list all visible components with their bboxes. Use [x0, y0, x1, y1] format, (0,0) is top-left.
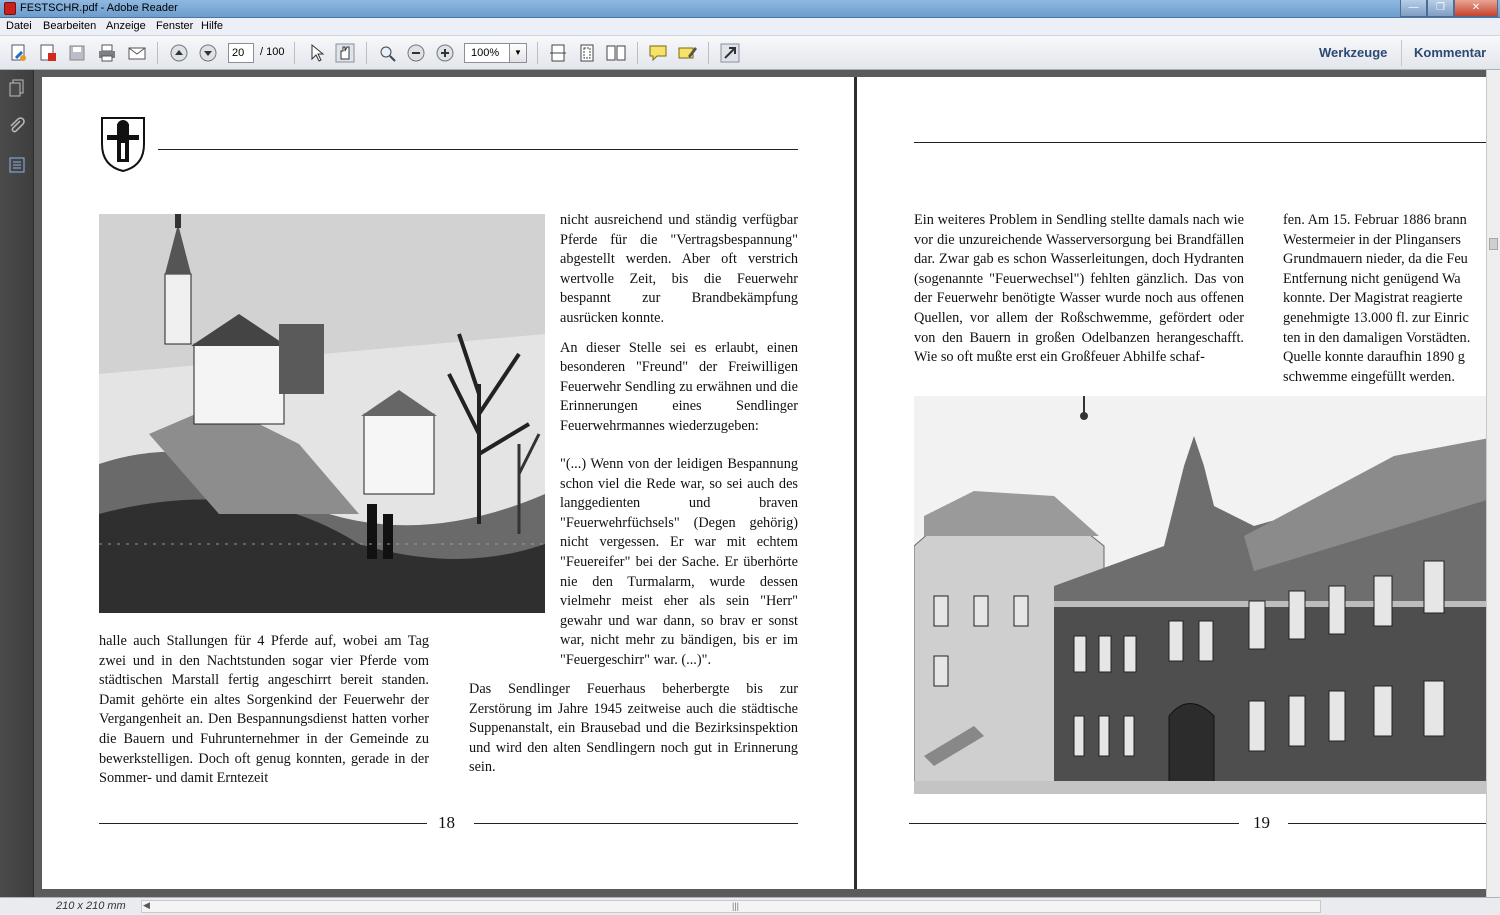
- toolbar-separator: [537, 42, 538, 64]
- sendling-church-etching-image: [99, 214, 545, 613]
- menu-hilfe[interactable]: Hilfe: [201, 20, 224, 32]
- horizontal-scrollbar[interactable]: [141, 900, 1321, 913]
- navigation-pane: [0, 70, 34, 897]
- full-screen-icon[interactable]: [719, 42, 741, 64]
- footer-rule-left: [909, 823, 1239, 824]
- sticky-note-icon[interactable]: [647, 42, 669, 64]
- create-pdf-icon[interactable]: [8, 42, 30, 64]
- menu-anzeige[interactable]: Anzeige: [106, 20, 146, 32]
- toolbar-separator: [366, 42, 367, 64]
- left-page-left-column: [99, 632, 429, 789]
- email-icon[interactable]: [126, 42, 148, 64]
- paragraph: Das Sendlinger Feuerhaus beherbergte bis zur Zerstörung im Jahre 1945 zeitweise auch die städtische Suppenanstalt, ein Brausebad und die Bezirksinspektion und wird den alten Sendlingern noch gut in Erinnerung sein.: [469, 681, 798, 776]
- left-page-closing: [469, 680, 798, 778]
- right-page-right-column: [1283, 211, 1500, 387]
- page-thumbnails-icon[interactable]: [7, 78, 27, 98]
- toolbar-separator: [1401, 40, 1402, 66]
- fire-station-building-photo: [914, 396, 1500, 794]
- menu-fenster[interactable]: Fenster: [156, 20, 194, 32]
- header-rule: [158, 149, 798, 150]
- zoom-in-icon[interactable]: [434, 42, 456, 64]
- print-icon[interactable]: [96, 42, 118, 64]
- footer-rule-right: [474, 823, 798, 824]
- paragraph: An dieser Stelle sei es erlaubt, einen besonderen "Freund" der Freiwilligen Feuerwehr Sendling zu erwähnen und die Erinnerungen eines Sendlinger Feuerwehrmannes wiederzugeben:: [560, 339, 798, 434]
- title-bar: [0, 0, 1500, 18]
- text-line: fen. Am 15. Februar 1886 brann: [1283, 212, 1467, 228]
- text-line: Quelle konnte daraufhin 1890 g: [1283, 349, 1465, 366]
- menu-bearbeiten[interactable]: Bearbeiten: [43, 20, 97, 32]
- menu-datei[interactable]: Datei: [6, 20, 32, 32]
- text-line: genehmigte 13.000 fl. zur Einric: [1283, 309, 1469, 326]
- highlight-text-icon[interactable]: [676, 42, 698, 64]
- pdf-page-19: [857, 77, 1500, 889]
- select-cursor-icon[interactable]: [305, 42, 327, 64]
- page-total-label: / 100: [260, 46, 285, 58]
- save-icon[interactable]: [66, 42, 88, 64]
- paragraph: Ein weiteres Problem in Sendling stellte damals nach wie vor die unzureichende Wasserversorgung bei Brandfällen dar. Zwar gab es schon Wasserleitungen, doch Hydranten (sogenannte "Feuerwechsel") fehlten gänzlich. Das von der Feuerwehr benötigte Wasser wurde noch aus offenen Quellen, vor allem der Roßschwemme, gefördert oder von den Bauern in großen Odelbanzen herangeschafft. Wie so oft mußte erst ein Großfeuer Abhilfe schaf-: [914, 212, 1244, 366]
- zoom-level-input[interactable]: 100%: [464, 43, 510, 63]
- zoom-out-icon[interactable]: [405, 42, 427, 64]
- scrollbar-grip-icon[interactable]: |||: [732, 901, 740, 911]
- page-number-19: 19: [1253, 813, 1270, 832]
- two-page-view-icon[interactable]: [605, 42, 627, 64]
- header-rule: [914, 142, 1500, 143]
- menu-bar: [0, 18, 1500, 36]
- text-line: ten in den damaligen Vorstädten.: [1283, 329, 1471, 346]
- toolbar-separator: [637, 42, 638, 64]
- toolbar-separator: [708, 42, 709, 64]
- footer-rule-right: [1288, 823, 1500, 824]
- text-line: konnte. Der Magistrat reagierte: [1283, 290, 1463, 307]
- text-line: Grundmauern nieder, da die Feu: [1283, 251, 1468, 268]
- zoom-dropdown-icon[interactable]: ▼: [509, 43, 527, 63]
- next-page-icon[interactable]: [197, 42, 219, 64]
- vertical-scrollbar[interactable]: [1486, 70, 1500, 897]
- window-controls: [1400, 0, 1498, 17]
- close-icon[interactable]: ✕: [1454, 0, 1498, 17]
- pdf-app-icon: [4, 2, 16, 15]
- text-line: Westermeier in der Plingansers: [1283, 231, 1461, 248]
- layers-icon[interactable]: [7, 155, 27, 175]
- text-line: schwemme eingefüllt werden.: [1283, 368, 1455, 385]
- right-page-left-column: [914, 211, 1244, 368]
- paragraph: nicht ausreichend und ständig verfügbar Pferde für die "Vertragsbespannung" abgestellt werden. Aber oft verstrich wertvolle Zeit, bis die Feuerwehr bespannt zur Brandbekämpfung ausrücken konnte.: [560, 212, 798, 326]
- previous-page-icon[interactable]: [168, 42, 190, 64]
- comment-pane-button[interactable]: Kommentar: [1414, 45, 1487, 60]
- scrollbar-thumb[interactable]: [1489, 238, 1498, 250]
- left-page-right-column: [560, 211, 798, 437]
- window-title: FESTSCHR.pdf - Adobe Reader: [20, 2, 178, 14]
- marquee-zoom-icon[interactable]: [376, 42, 398, 64]
- export-pdf-icon[interactable]: [37, 42, 59, 64]
- toolbar: [0, 36, 1500, 70]
- scroll-left-icon[interactable]: ◀: [143, 900, 150, 910]
- fit-width-icon[interactable]: [547, 42, 569, 64]
- minimize-icon[interactable]: —: [1400, 0, 1427, 17]
- paragraph: halle auch Stallungen für 4 Pferde auf, wobei am Tag zwei und in den Nachtstunden sogar vier Pferde vom städtischen Marstall fertig angeschirrt bereit standen. Damit gehörte ein altes Sorgenkind der Feuerwehr der Vergangenheit an. Den Bespannungsdienst hatten vorher die Bauern und Fuhrunternehmer in der Gemeinde zu bewerkstelligen. Doch oft genug konnten, gerade in der Sommer- und damit Erntezeit: [99, 633, 429, 787]
- restore-icon[interactable]: ❐: [1427, 0, 1454, 17]
- quote-paragraph: "(...) Wenn von der leidigen Bespannung schon viel die Rede war, so sei auch des langgedienten und braven "Feuerwehrfüchsels" (Degen gehörig) nicht vergessen. Er war mit echtem "Feuereifer" bei der Sache. Er überhörte nie den Turmalarm, wurde dessen vielmehr meist eher als sein "Herr" gewahr und war dann, so brav er sonst war, nicht mehr zu bändigen, bis er im "Feuergeschirr" war. (...)".: [560, 456, 798, 668]
- hand-tool-icon[interactable]: [334, 42, 356, 64]
- page-number-18: 18: [438, 813, 455, 832]
- page-number-input[interactable]: 20: [228, 43, 254, 63]
- status-bar: [0, 897, 1500, 915]
- text-line: Entfernung nicht genügend Wa: [1283, 270, 1461, 287]
- toolbar-separator: [157, 42, 158, 64]
- toolbar-separator: [294, 42, 295, 64]
- fit-page-icon[interactable]: [576, 42, 598, 64]
- munich-coat-of-arms-icon: [99, 115, 147, 173]
- tools-pane-button[interactable]: Werkzeuge: [1319, 45, 1388, 60]
- footer-rule-left: [99, 823, 427, 824]
- pdf-page-18: [42, 77, 855, 889]
- document-view[interactable]: [35, 70, 1500, 897]
- page-size-label: 210 x 210 mm: [56, 900, 126, 912]
- attachments-icon[interactable]: [7, 116, 27, 136]
- left-page-quote: [560, 455, 798, 671]
